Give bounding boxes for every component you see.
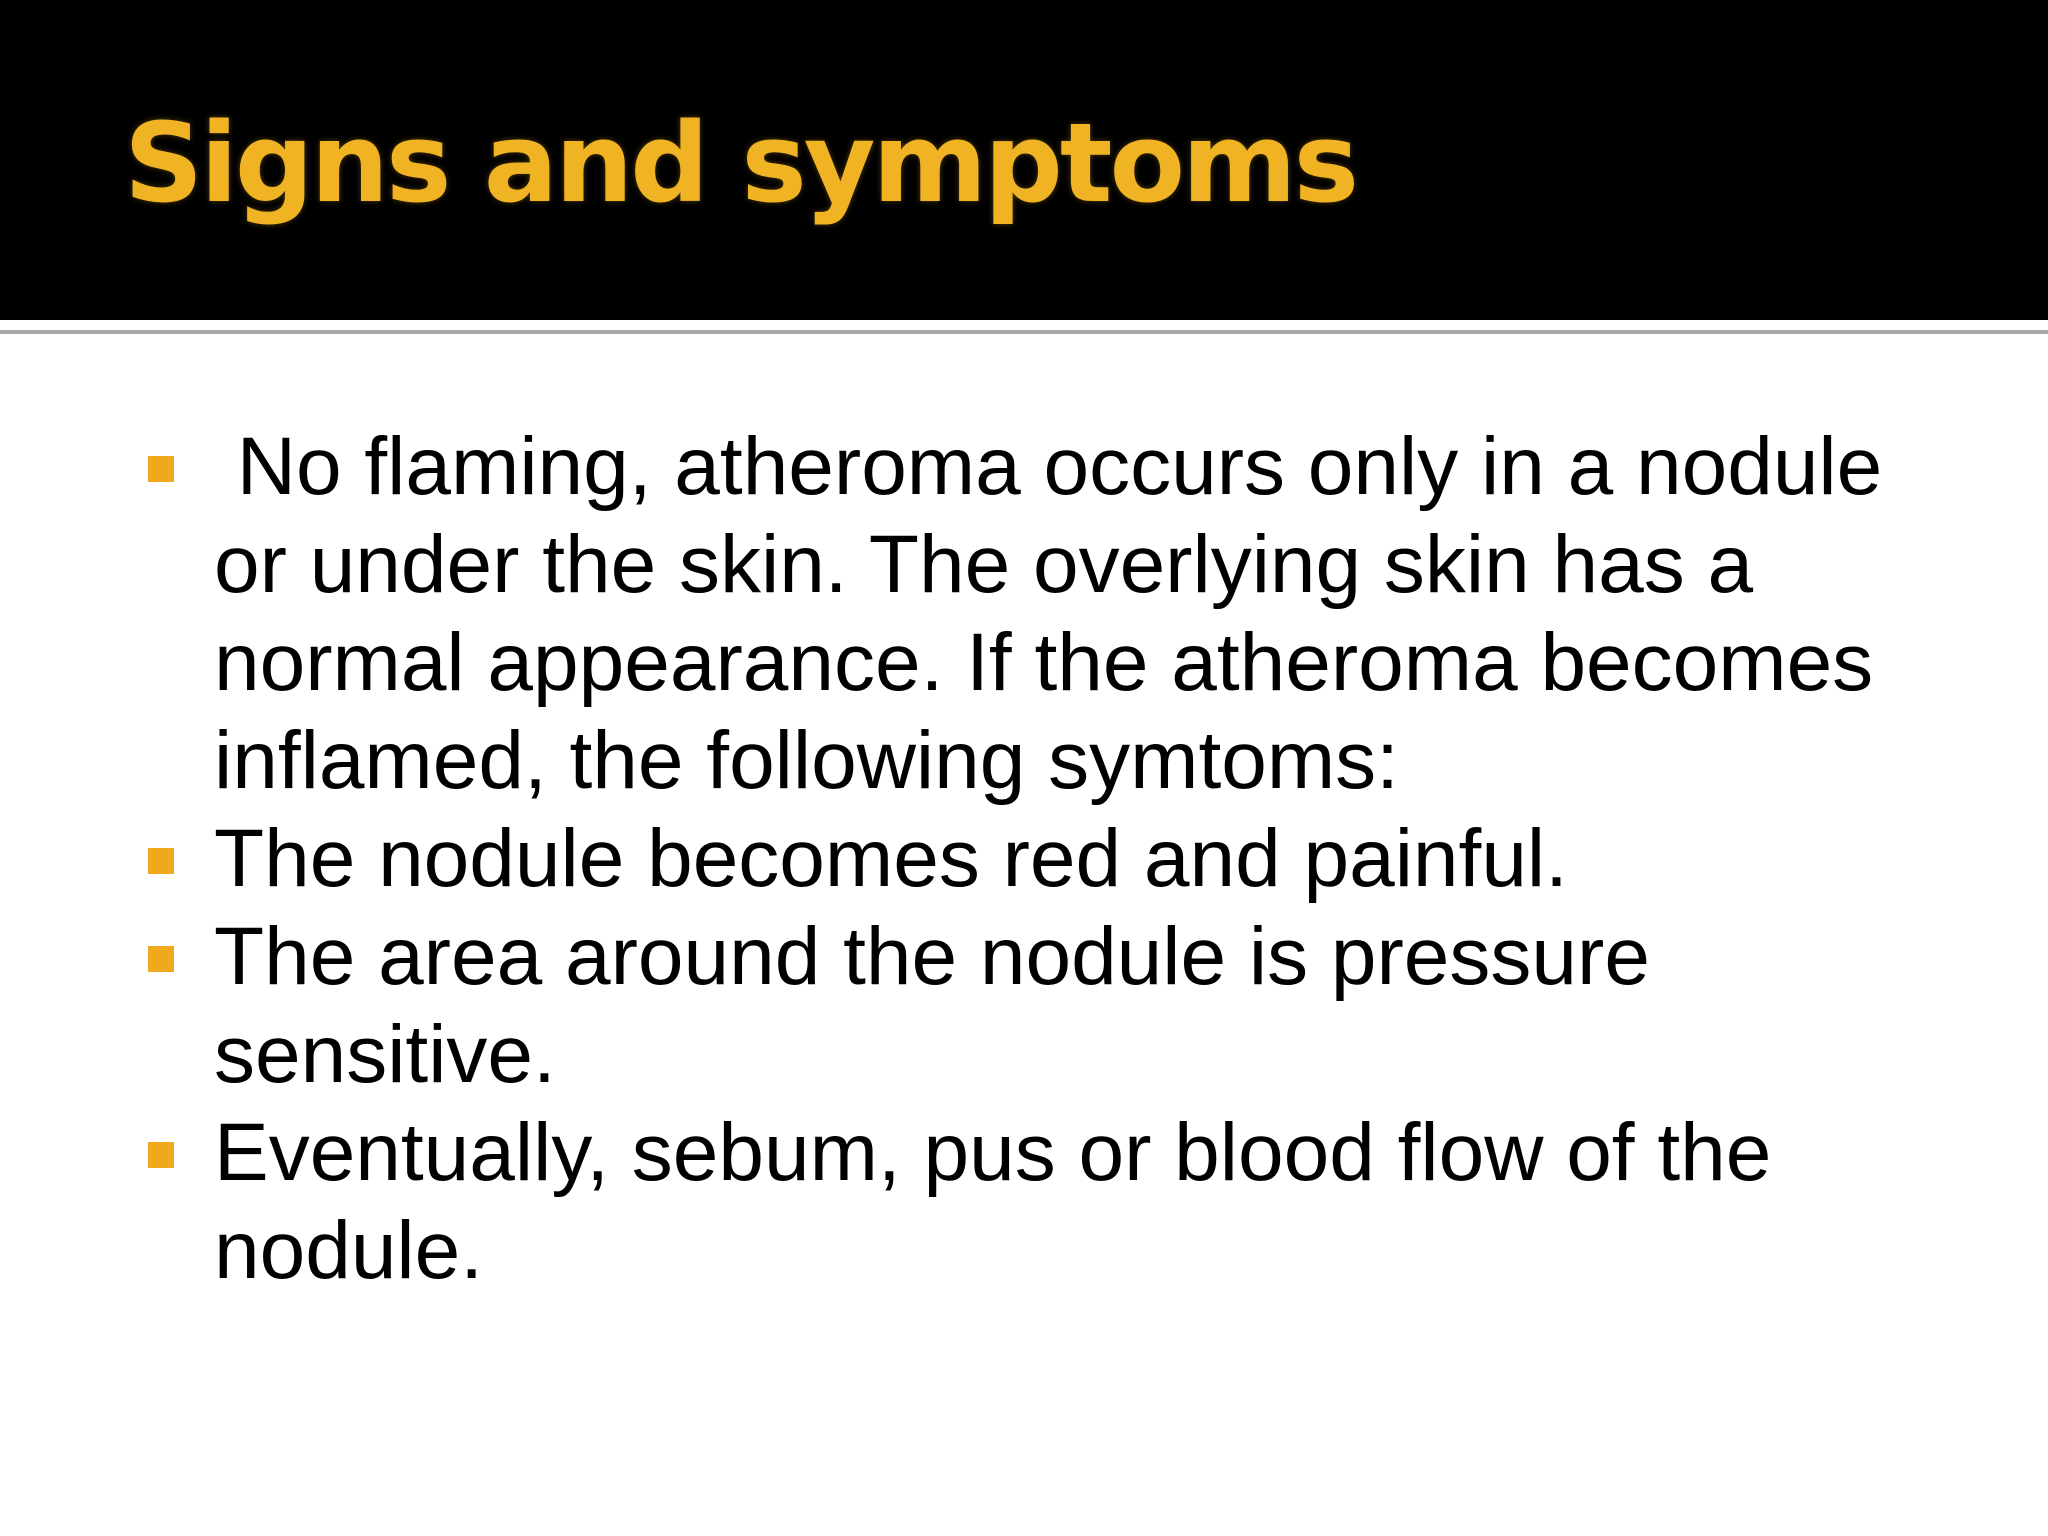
bullet-text: The nodule becomes red and painful. [214,813,1568,904]
square-bullet-icon [148,848,174,874]
divider-line-gray [0,330,2048,334]
square-bullet-icon [148,1142,174,1168]
bullet-item [148,810,1968,908]
title-banner [0,0,2048,320]
slide-title: Signs and symptoms [124,99,1357,227]
square-bullet-icon [148,946,174,972]
divider-line-white [0,320,2048,326]
bullet-text: The area around the nodule is pressure sensitive. [214,911,1650,1100]
bullet-text: No flaming, atheroma occurs only in a nodule or under the skin. The overlying skin has a normal appearance. If the atheroma becomes inflamed, the following symtoms: [214,421,1906,806]
square-bullet-icon [148,456,174,482]
bullet-item [148,1104,1968,1300]
bullet-text: Eventually, sebum, pus or blood flow of the nodule. [214,1107,1772,1296]
bullet-list [148,418,1968,1300]
bullet-item [148,418,1968,810]
bullet-item [148,908,1968,1104]
